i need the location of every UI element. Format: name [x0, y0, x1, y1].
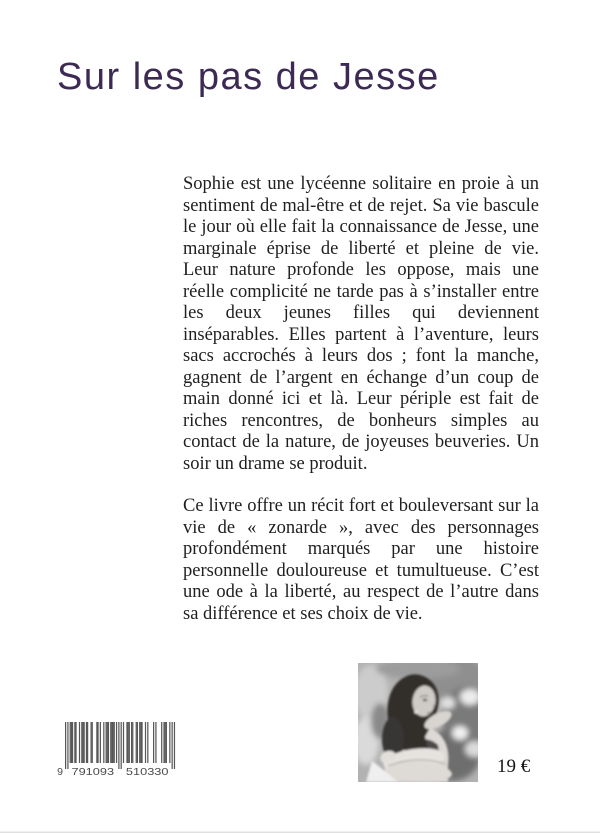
author-photo-illustration [358, 663, 478, 782]
author-photo [358, 663, 478, 782]
synopsis-paragraph-1: Sophie est une lycéenne solitaire en proie à un sentiment de mal-être et de rejet. Sa vie bascule le jour où elle fait la connaissance de Jesse, une marginale éprise de liberté et pleine de vie. Leur nature profonde les oppose, mais une réelle complicité ne tarde pas à s’installer entre les deux jeunes filles qui deviennent inséparables. Elles partent à l’aventure, leurs sacs accrochés à leurs dos ; font la manche, gagnent de l’argent en échange d’un coup de main donné ici et là. Leur périple est fait de riches rencontres, de bonheurs simples au contact de la nature, de joyeuses beuveries. Un soir un drame se produit. [183, 174, 539, 474]
book-title: Sur les pas de Jesse [57, 56, 440, 98]
isbn-barcode [56, 722, 177, 777]
barcode-digit-group: 9 [57, 766, 63, 777]
barcode-digit-group: 791093 [71, 766, 115, 777]
barcode-bars [56, 722, 177, 777]
synopsis-text-block [183, 174, 539, 625]
barcode-digit-group: 510330 [125, 766, 169, 777]
synopsis-paragraph-2: Ce livre offre un récit fort et bouleversant sur la vie de « zonarde », avec des personnages profondément marqués par une histoire personnelle douloureuse et tumultueuse. C’est une ode à la liberté, au respect de l’autre dans sa différence et ses choix de vie. [183, 496, 539, 624]
price-label: 19 € [497, 756, 531, 777]
